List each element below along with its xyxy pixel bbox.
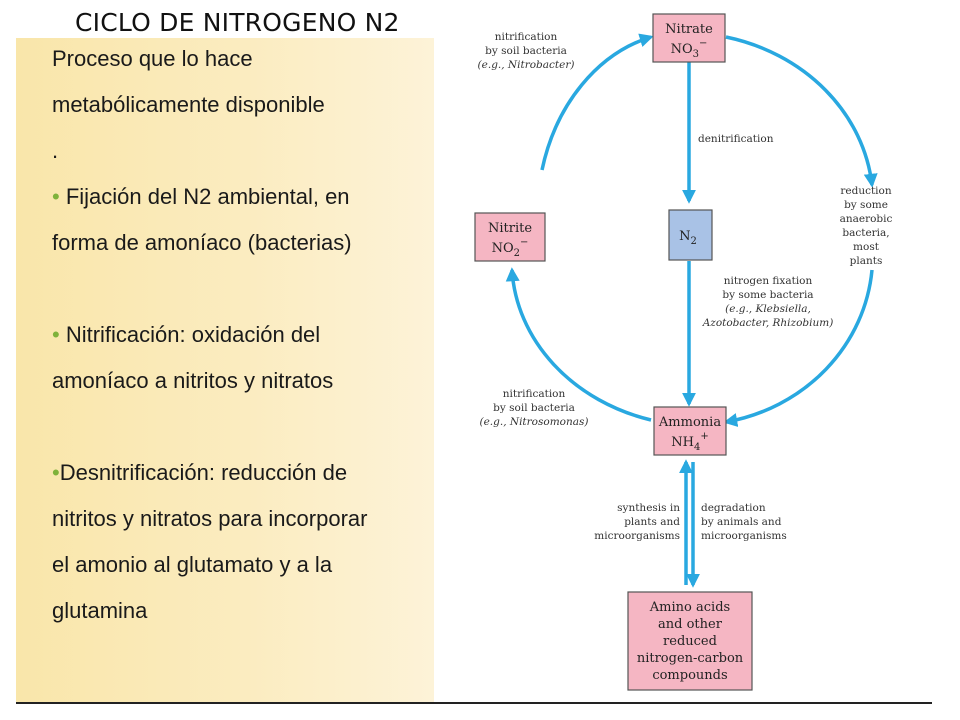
arrow-nitrate-reduction [726, 37, 872, 185]
label-degradation: degradation [701, 502, 766, 514]
amino-label-line: reduced [663, 634, 717, 649]
text-line: amoníaco a nitritos y nitratos [52, 368, 334, 393]
label-fixation: nitrogen fixation [723, 275, 813, 287]
label-degradation: microorganisms [701, 530, 787, 542]
node-n2 [669, 210, 712, 260]
label-synthesis: plants and [624, 516, 680, 528]
nitrite-formula: $NO_2^-$ [491, 237, 529, 259]
label-reduction: plants [849, 255, 883, 267]
text-line: el amonio al glutamato y a la [52, 552, 333, 577]
nitrate-formula: $NO_3^-$ [670, 38, 708, 60]
label-nitrification-top: by soil bacteria [485, 45, 567, 57]
bullet-icon: • [52, 322, 60, 347]
n2-formula: $N_2$ [679, 229, 697, 247]
label-synthesis: synthesis in [617, 502, 680, 514]
label-degradation: by animals and [701, 516, 782, 528]
amino-label-line: nitrogen-carbon [636, 651, 744, 666]
label-synthesis: microorganisms [594, 530, 680, 542]
label-nitrification-top: nitrification [494, 31, 558, 43]
amino-label-line: compounds [652, 668, 728, 683]
label-fixation: Azotobacter, Rhizobium) [702, 317, 834, 329]
text-line: Fijación del N2 ambiental, en [65, 184, 350, 209]
amino-label-line: and other [658, 617, 722, 632]
label-reduction: bacteria, [842, 227, 890, 239]
bullet-icon: • [52, 184, 60, 209]
label-reduction: reduction [840, 185, 892, 197]
bullet-icon: • [52, 460, 60, 485]
label-denitrification: denitrification [698, 133, 774, 145]
nitrate-label: Nitrate [665, 22, 713, 37]
ammonia-formula: $NH_4^+$ [671, 431, 709, 453]
label-reduction: by some [844, 199, 888, 211]
label-nitrification-bottom: nitrification [502, 388, 566, 400]
slide-title: CICLO DE NITROGENO N2 [75, 8, 400, 37]
text-line: Proceso que lo hace [52, 46, 253, 71]
text-line: Desnitrificación: reducción de [59, 460, 348, 485]
label-reduction: most [853, 241, 879, 253]
label-fixation: by some bacteria [722, 289, 814, 301]
label-nitrification-bottom: (e.g., Nitrosomonas) [479, 416, 589, 428]
label-fixation: (e.g., Klebsiella, [725, 303, 811, 315]
text-line: glutamina [52, 598, 148, 623]
nitrite-label: Nitrite [487, 221, 533, 236]
label-nitrification-bottom: by soil bacteria [493, 402, 575, 414]
ammonia-label: Ammonia [658, 415, 722, 430]
text-line: metabólicamente disponible [52, 92, 325, 117]
label-nitrification-top: (e.g., Nitrobacter) [477, 59, 575, 71]
text-line: Nitrificación: oxidación del [65, 322, 321, 347]
text-line: forma de amoníaco (bacterias) [52, 230, 352, 255]
text-line: . [52, 138, 59, 163]
label-reduction: anaerobic [839, 213, 893, 225]
amino-label-line: Amino acids [649, 600, 731, 615]
text-line: nitritos y nitratos para incorporar [52, 506, 368, 531]
